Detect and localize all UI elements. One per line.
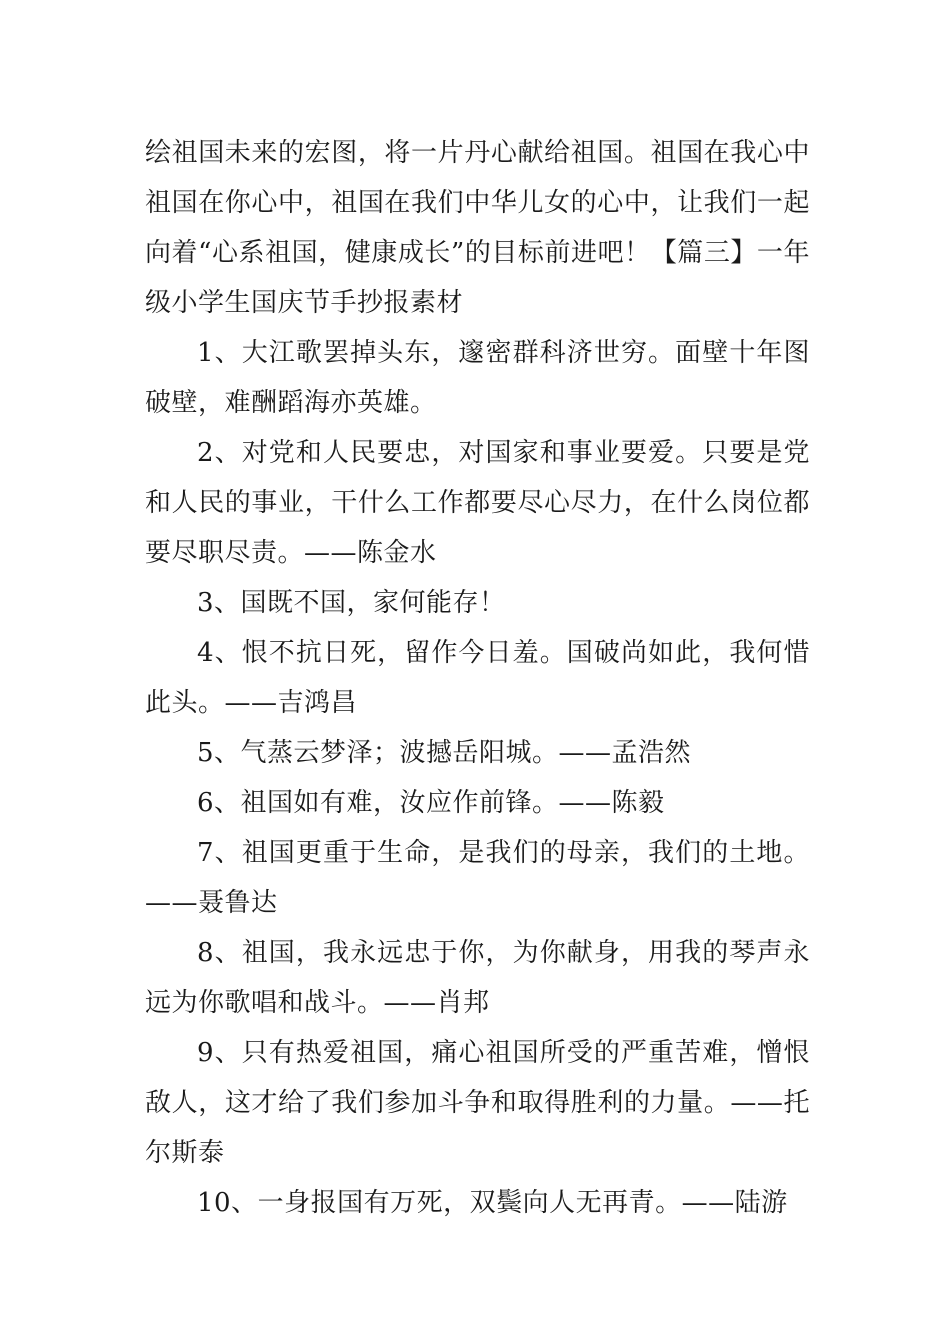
quote-item-10: 10、一身报国有万死，双鬓向人无再青。——陆游 — [197, 1188, 788, 1218]
quote-item-9: 9、只有热爱祖国，痛心祖国所受的严重苦难，憎恨敌人，这才给了我们参加斗争和取得胜利的力量。——托尔斯泰 — [145, 1038, 810, 1168]
quote-item-8: 8、祖国，我永远忠于你，为你献身，用我的琴声永远为你歌唱和战斗。——肖邦 — [145, 938, 810, 1018]
quote-item-3: 3、国既不国，家何能存！ — [197, 588, 506, 618]
quote-item-5: 5、气蒸云梦泽；波撼岳阳城。——孟浩然 — [197, 738, 692, 768]
quote-item-7: 7、祖国更重于生命，是我们的母亲，我们的土地。——聂鲁达 — [145, 838, 810, 918]
quote-item-2: 2、对党和人民要忠，对国家和事业要爱。只要是党和人民的事业，干什么工作都要尽心尽力，在什么岗位都要尽职尽责。——陈金水 — [145, 438, 810, 568]
document-body — [145, 128, 810, 1228]
quote-item-4: 4、恨不抗日死，留作今日羞。国破尚如此，我何惜此头。——吉鸿昌 — [145, 638, 810, 718]
quote-item-6: 6、祖国如有难，汝应作前锋。——陈毅 — [197, 788, 665, 818]
quote-item-1: 1、大江歌罢掉头东，邃密群科济世穷。面壁十年图破壁，难酬蹈海亦英雄。 — [145, 338, 810, 418]
paragraph-intro: 绘祖国未来的宏图，将一片丹心献给祖国。祖国在我心中祖国在你心中，祖国在我们中华儿女的心中，让我们一起向着“心系祖国，健康成长”的目标前进吧！【篇三】一年级小学生国庆节手抄报素材 — [145, 138, 810, 318]
